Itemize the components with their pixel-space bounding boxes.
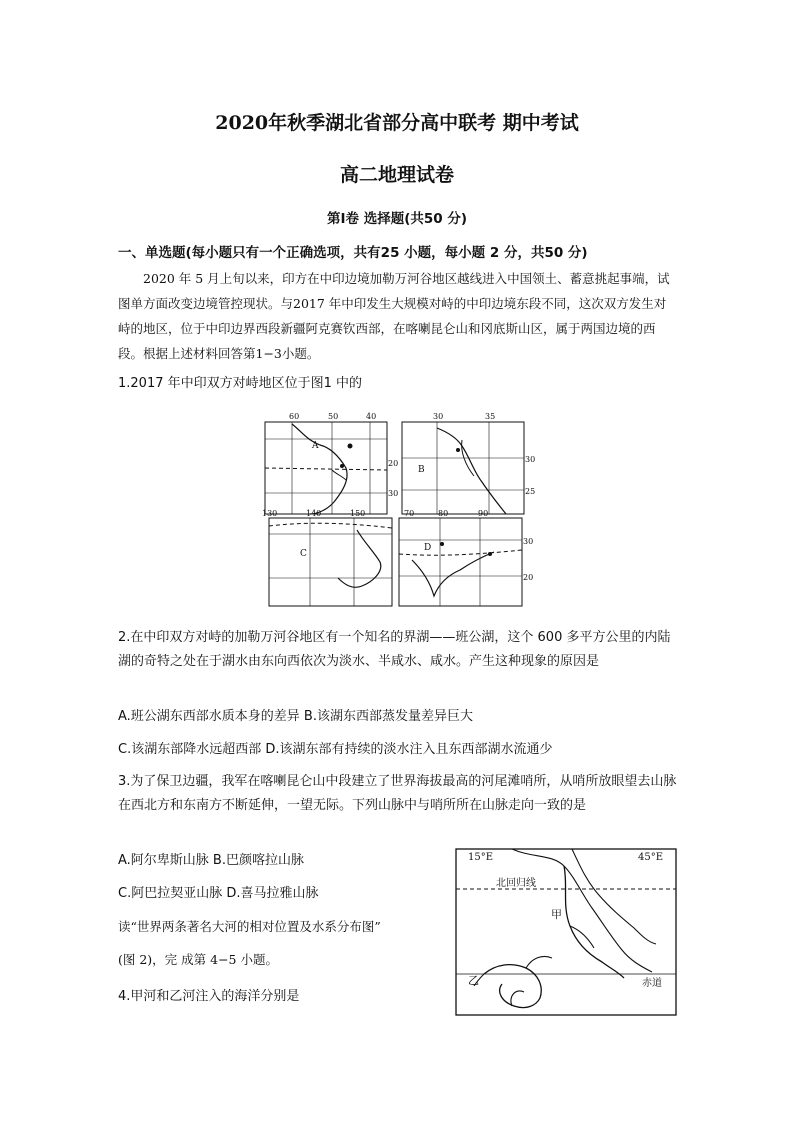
- exam-title: 2020年秋季湖北省部分高中联考 期中考试: [215, 112, 579, 134]
- subject-title: 高二地理试卷: [339, 164, 454, 186]
- panel-b-tick-2: 35: [485, 412, 496, 421]
- map-panel-c-frame: [269, 518, 392, 606]
- panel-d-lat-2: 20: [523, 573, 534, 582]
- lon-label-right: 45°E: [638, 852, 664, 863]
- figure-2-frame: [456, 849, 676, 1015]
- panel-b-lat-1: 30: [525, 455, 536, 464]
- question-4-stem: 4.甲河和乙河注入的海洋分别是: [118, 989, 300, 1004]
- question-3-options-ab: A.阿尔卑斯山脉 B.巴颜喀拉山脉: [118, 853, 304, 868]
- question-2-options-ab: A.班公湖东西部水质本身的差异 B.该湖东西部蒸发量差异巨大: [118, 709, 473, 724]
- panel-c-tick-2: 140: [306, 509, 322, 518]
- question-2-options-cd: C.该湖东部降水远超西部 D.该湖东部有持续的淡水注入且东西部湖水流通少: [118, 742, 553, 757]
- panel-d-label: D: [424, 543, 432, 553]
- passage-text: 2020 年 5 月上旬以来，印方在中印边境加勒万河谷地区越线进入中国领土、蓄意挑起事端，试图单方面改变边境管控现状。与2017 年中印发生大规模对峙的中印边境东段不同，这次双方发生对峙的地区，位于中印边界西段新疆阿克赛钦西部，在喀喇昆仑山和冈底斯山区，属于两国边境的西段。根据上述材料回答第1−3小题。: [118, 271, 670, 361]
- panel-a-tick-3: 40: [366, 412, 377, 421]
- panel-d-tick-1: 70: [404, 509, 415, 518]
- panel-d-tick-2: 80: [438, 509, 449, 518]
- question-3-options-cd: C.阿巴拉契亚山脉 D.喜马拉雅山脉: [118, 886, 319, 901]
- panel-d-lat-1: 30: [523, 537, 534, 546]
- panel-c-tick-1: 130: [262, 509, 278, 518]
- map-panel-d-frame: [399, 518, 522, 606]
- part-title: 第Ⅰ卷 选择题(共50 分): [326, 211, 468, 227]
- panel-a-label: A: [312, 441, 319, 451]
- panel-b-label: B: [418, 465, 425, 475]
- figure-1-maps: [262, 410, 536, 610]
- equator-label: 赤道: [642, 978, 662, 989]
- panel-b-tick-1: 30: [433, 412, 444, 421]
- figure-2-rivers-map: [452, 846, 680, 1018]
- panel-a-tick-2: 50: [328, 412, 339, 421]
- panel-a-lat-2: 30: [388, 489, 399, 498]
- lon-label-left: 15°E: [468, 852, 494, 863]
- panel-d-tick-3: 90: [478, 509, 489, 518]
- intro-4-5-line-2: (图 2)，完 成第 4−5 小题。: [118, 952, 278, 967]
- tropic-label: 北回归线: [496, 878, 536, 889]
- panel-c-tick-3: 150: [350, 509, 366, 518]
- river-yi-label: 乙: [468, 974, 479, 987]
- river-jia-label: 甲: [551, 908, 562, 921]
- panel-c-label: C: [300, 549, 307, 559]
- panel-a-tick-1: 60: [289, 412, 300, 421]
- question-2-stem: 2.在中印双方对峙的加勒万河谷地区有一个知名的界湖——班公湖，这个 600 多平方公里的内陆湖的奇特之处在于湖水由东向西依次为淡水、半咸水、咸水。产生这种现象的原因是: [118, 630, 671, 669]
- intro-4-5-line-1: 读“世界两条著名大河的相对位置及水系分布图”: [118, 919, 381, 934]
- panel-b-lat-2: 25: [525, 487, 536, 496]
- section-title: 一、单选题(每小题只有一个正确选项，共有25 小题，每小题 2 分，共50 分): [118, 245, 588, 261]
- map-panel-a-frame: [265, 422, 387, 514]
- panel-a-lat-1: 20: [388, 459, 399, 468]
- question-3-stem: 3.为了保卫边疆，我军在喀喇昆仑山中段建立了世界海拔最高的河尾滩哨所，从哨所放眼望去山脉在西北方和东南方不断延伸，一望无际。下列山脉中与哨所所在山脉走向一致的是: [118, 774, 677, 813]
- question-1-stem: 1.2017 年中印双方对峙地区位于图1 中的: [118, 376, 363, 391]
